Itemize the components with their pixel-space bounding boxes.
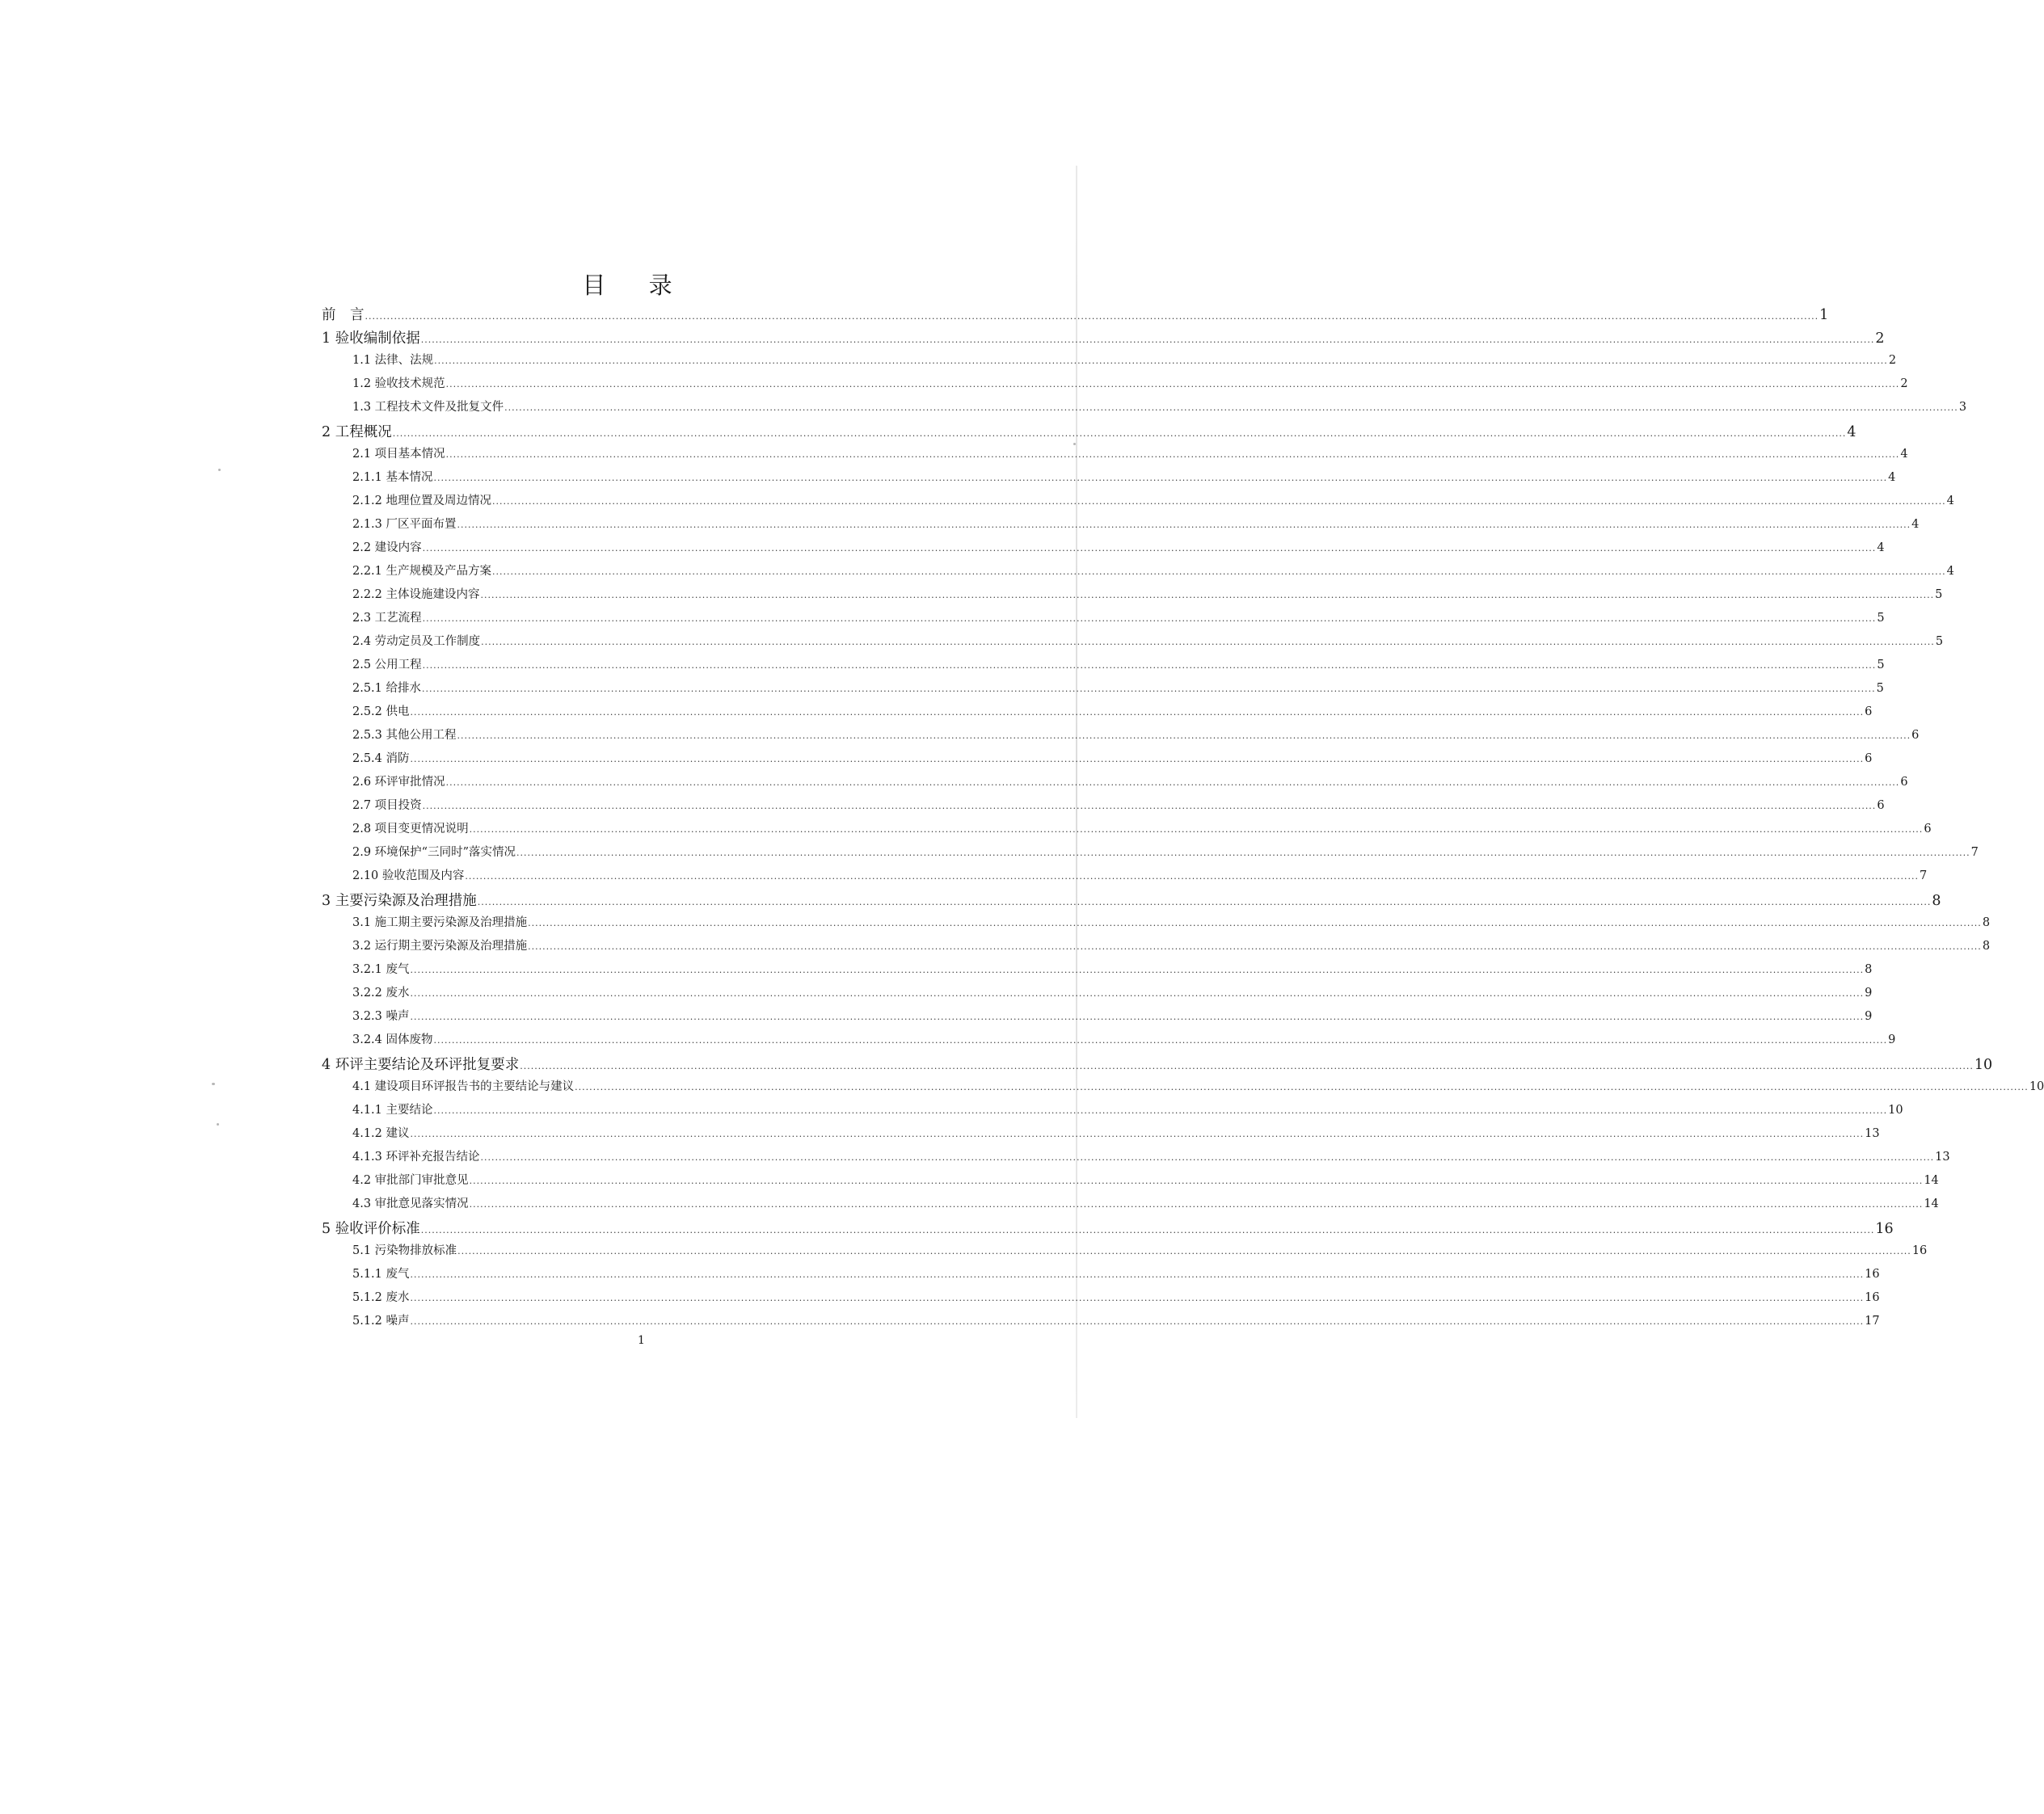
toc-entry-label: 2.8 项目变更情况说明 [352, 823, 469, 835]
toc-dot-leader: ................................................................................................................................................................................................................................................................................................................................................................................................................ [410, 1316, 1865, 1327]
toc-dot-leader: ................................................................................................................................................................................................................................................................................................................................................................................................................ [469, 824, 1924, 835]
toc-entry[interactable] [316, 1265, 1880, 1288]
toc-entry-label: 2.7 项目投资 [352, 799, 422, 812]
toc-entry[interactable] [316, 1030, 1896, 1054]
toc-entry-page: 2 [1875, 330, 1885, 347]
toc-entry[interactable] [316, 374, 1908, 398]
toc-entry-label: 5.1.1 废气 [352, 1268, 410, 1281]
toc-dot-leader: ................................................................................................................................................................................................................................................................................................................................................................................................................ [445, 777, 1900, 788]
toc-entry[interactable] [316, 1007, 1873, 1030]
toc-entry-page: 5 [1877, 659, 1885, 671]
toc-dot-leader: ................................................................................................................................................................................................................................................................................................................................................................................................................ [469, 1199, 1924, 1210]
toc-entry-label: 3.2 运行期主要污染源及治理措施 [352, 940, 528, 953]
toc-entry-label: 4.1 建设项目环评报告书的主要结论与建议 [352, 1080, 575, 1093]
toc-entry[interactable] [316, 890, 1941, 913]
toc-dot-leader: ................................................................................................................................................................................................................................................................................................................................................................................................................ [528, 918, 1982, 928]
toc-entry-page: 13 [1865, 1127, 1880, 1140]
toc-dot-leader: ................................................................................................................................................................................................................................................................................................................................................................................................................ [469, 1176, 1924, 1186]
toc-dot-leader: ................................................................................................................................................................................................................................................................................................................................................................................................................ [365, 311, 1819, 322]
toc-entry-page: 6 [1865, 752, 1873, 765]
toc-entry-label: 4.3 审批意见落实情况 [352, 1197, 469, 1210]
toc-entry-label: 3.2.2 废水 [352, 987, 410, 1000]
toc-entry-page: 6 [1865, 705, 1873, 718]
toc-entry-label: 2 工程概况 [322, 424, 392, 440]
toc-entry-page: 8 [1865, 963, 1873, 976]
toc-entry-label: 1 验收编制依据 [322, 330, 420, 347]
toc-entry[interactable] [316, 538, 1885, 562]
toc-entry[interactable] [316, 679, 1884, 702]
toc-dot-leader: ................................................................................................................................................................................................................................................................................................................................................................................................................ [520, 1061, 1974, 1071]
toc-entry-page: 8 [1982, 940, 1991, 953]
toc-entry-page: 5 [1935, 588, 1943, 601]
toc-dot-leader: ................................................................................................................................................................................................................................................................................................................................................................................................................ [504, 402, 1958, 413]
toc-dot-leader: ................................................................................................................................................................................................................................................................................................................................................................................................................ [410, 754, 1865, 764]
table-of-contents [316, 267, 2044, 1335]
toc-entry-label: 3.2.4 固体废物 [352, 1033, 433, 1046]
toc-dot-leader: ................................................................................................................................................................................................................................................................................................................................................................................................................ [422, 660, 1877, 671]
toc-entry[interactable] [316, 444, 1908, 468]
toc-entry-label: 2.5.2 供电 [352, 705, 410, 718]
toc-entry-label: 5.1 污染物排放标准 [352, 1244, 457, 1257]
toc-entry[interactable] [316, 960, 1873, 983]
toc-dot-leader: ................................................................................................................................................................................................................................................................................................................................................................................................................ [410, 1129, 1865, 1139]
toc-entry-label: 2.1.3 厂区平面布置 [352, 518, 457, 531]
toc-entry-page: 9 [1888, 1033, 1896, 1046]
toc-entry-label: 2.2.1 生产规模及产品方案 [352, 565, 492, 578]
toc-dot-leader: ................................................................................................................................................................................................................................................................................................................................................................................................................ [516, 848, 1970, 858]
toc-entry[interactable] [316, 608, 1885, 632]
toc-entry-page: 16 [1875, 1221, 1894, 1237]
toc-entry-label: 5 验收评价标准 [322, 1221, 420, 1237]
toc-entry-label: 2.9 环境保护“三同时”落实情况 [352, 846, 516, 859]
toc-entry[interactable] [316, 562, 1954, 585]
toc-entry-page: 2 [1888, 354, 1897, 367]
toc-entry-page: 8 [1982, 916, 1991, 929]
toc-dot-leader: ................................................................................................................................................................................................................................................................................................................................................................................................................ [457, 730, 1911, 741]
toc-entry-page: 4 [1888, 471, 1896, 484]
toc-entry-label: 1.1 法律、法规 [352, 354, 434, 367]
toc-entry-label: 2.2.2 主体设施建设内容 [352, 588, 480, 601]
toc-entry-page: 16 [1865, 1268, 1880, 1281]
toc-entry-label: 4 环评主要结论及环评批复要求 [322, 1057, 520, 1073]
toc-dot-leader: ................................................................................................................................................................................................................................................................................................................................................................................................................ [420, 335, 1875, 345]
toc-entry[interactable] [316, 749, 1873, 772]
toc-dot-leader: ................................................................................................................................................................................................................................................................................................................................................................................................................ [434, 356, 1888, 366]
toc-entry[interactable] [316, 1218, 1894, 1241]
toc-entry-list [316, 304, 2044, 1335]
toc-entry-label: 2.1.1 基本情况 [352, 471, 433, 484]
toc-entry[interactable] [316, 421, 1856, 444]
toc-entry-page: 9 [1865, 1010, 1873, 1023]
toc-entry-page: 4 [1877, 541, 1885, 554]
toc-entry-page: 10 [1888, 1104, 1903, 1117]
toc-entry[interactable] [316, 1288, 1880, 1311]
toc-entry-page: 6 [1924, 823, 1932, 835]
toc-dot-leader: ................................................................................................................................................................................................................................................................................................................................................................................................................ [433, 1105, 1888, 1116]
toc-entry-page: 8 [1932, 893, 1941, 909]
toc-entry-label: 2.10 验收范围及内容 [352, 869, 465, 882]
toc-entry[interactable] [316, 1101, 1903, 1124]
toc-entry-label: 1.3 工程技术文件及批复文件 [352, 401, 504, 414]
toc-entry-label: 2.6 环评审批情况 [352, 776, 445, 789]
toc-entry[interactable] [316, 1124, 1880, 1147]
toc-entry-page: 4 [1911, 518, 1920, 531]
toc-entry-page: 1 [1819, 307, 1829, 323]
toc-entry-page: 5 [1876, 682, 1884, 695]
toc-dot-leader: ................................................................................................................................................................................................................................................................................................................................................................................................................ [492, 566, 1946, 577]
toc-entry[interactable] [316, 468, 1896, 491]
toc-entry-label: 3.2.1 废气 [352, 963, 410, 976]
toc-entry-label: 2.3 工艺流程 [352, 612, 422, 625]
toc-dot-leader: ................................................................................................................................................................................................................................................................................................................................................................................................................ [480, 1152, 1935, 1163]
toc-dot-leader: ................................................................................................................................................................................................................................................................................................................................................................................................................ [445, 379, 1900, 389]
toc-entry-page: 4 [1946, 565, 1954, 578]
toc-entry[interactable] [316, 983, 1873, 1007]
toc-entry-page: 14 [1924, 1174, 1939, 1187]
toc-dot-leader: ................................................................................................................................................................................................................................................................................................................................................................................................................ [433, 1035, 1888, 1046]
toc-entry[interactable] [316, 726, 1920, 749]
toc-entry-page: 4 [1900, 448, 1908, 461]
toc-dot-leader: ................................................................................................................................................................................................................................................................................................................................................................................................................ [492, 496, 1946, 507]
toc-dot-leader: ................................................................................................................................................................................................................................................................................................................................................................................................................ [445, 449, 1900, 460]
toc-entry-page: 17 [1865, 1315, 1880, 1328]
toc-entry[interactable] [316, 1171, 1939, 1194]
toc-dot-leader: ................................................................................................................................................................................................................................................................................................................................................................................................................ [481, 637, 1935, 647]
toc-entry[interactable] [316, 913, 1991, 936]
scan-speck [1073, 443, 1076, 445]
toc-entry[interactable] [316, 327, 1885, 351]
toc-entry-label: 2.5.3 其他公用工程 [352, 729, 457, 742]
toc-entry-label: 前 言 [322, 307, 365, 323]
toc-dot-leader: ................................................................................................................................................................................................................................................................................................................................................................................................................ [410, 1012, 1865, 1022]
toc-entry-label: 2.1.2 地理位置及周边情况 [352, 495, 492, 507]
toc-entry[interactable] [316, 585, 1943, 608]
toc-entry-page: 14 [1924, 1197, 1939, 1210]
toc-entry[interactable] [316, 632, 1944, 655]
toc-entry[interactable] [316, 1054, 1993, 1077]
toc-entry-label: 4.1.1 主要结论 [352, 1104, 433, 1117]
toc-entry-page: 2 [1900, 377, 1908, 390]
toc-entry-label: 5.1.2 噪声 [352, 1315, 410, 1328]
toc-entry-label: 1.2 验收技术规范 [352, 377, 445, 390]
toc-entry-page: 10 [1974, 1057, 1993, 1073]
toc-entry-page: 6 [1900, 776, 1908, 789]
toc-dot-leader: ................................................................................................................................................................................................................................................................................................................................................................................................................ [422, 613, 1877, 624]
toc-entry-label: 4.1.3 环评补充报告结论 [352, 1151, 480, 1164]
toc-entry[interactable] [316, 515, 1920, 538]
toc-entry[interactable] [316, 1147, 1950, 1171]
toc-entry[interactable] [316, 936, 1991, 960]
toc-entry-page: 7 [1970, 846, 1979, 859]
toc-title: 目 录 [582, 271, 690, 299]
toc-entry-page: 3 [1958, 401, 1967, 414]
toc-entry-page: 7 [1920, 869, 1928, 882]
toc-entry-label: 2.2 建设内容 [352, 541, 422, 554]
toc-entry-label: 4.2 审批部门审批意见 [352, 1174, 469, 1187]
toc-dot-leader: ................................................................................................................................................................................................................................................................................................................................................................................................................ [422, 801, 1877, 811]
toc-entry-page: 10 [2029, 1080, 2044, 1093]
toc-entry-page: 5 [1935, 635, 1944, 648]
toc-entry[interactable] [316, 843, 1979, 866]
toc-dot-leader: ................................................................................................................................................................................................................................................................................................................................................................................................................ [477, 897, 1932, 907]
toc-entry[interactable] [316, 866, 1928, 890]
toc-entry[interactable] [316, 772, 1908, 796]
toc-dot-leader: ................................................................................................................................................................................................................................................................................................................................................................................................................ [420, 1225, 1875, 1235]
toc-dot-leader: ................................................................................................................................................................................................................................................................................................................................................................................................................ [480, 590, 1935, 600]
toc-entry-label: 5.1.2 废水 [352, 1291, 410, 1304]
toc-dot-leader: ................................................................................................................................................................................................................................................................................................................................................................................................................ [410, 1293, 1865, 1303]
toc-entry[interactable] [316, 304, 1829, 327]
toc-entry-page: 5 [1877, 612, 1885, 625]
toc-entry[interactable] [316, 1077, 2044, 1101]
toc-dot-leader: ................................................................................................................................................................................................................................................................................................................................................................................................................ [528, 941, 1982, 952]
toc-dot-leader: ................................................................................................................................................................................................................................................................................................................................................................................................................ [433, 473, 1888, 483]
toc-dot-leader: ................................................................................................................................................................................................................................................................................................................................................................................................................ [410, 707, 1865, 718]
toc-entry-label: 2.4 劳动定员及工作制度 [352, 635, 481, 648]
toc-entry-page: 13 [1935, 1151, 1950, 1164]
toc-dot-leader: ................................................................................................................................................................................................................................................................................................................................................................................................................ [457, 520, 1911, 530]
toc-dot-leader: ................................................................................................................................................................................................................................................................................................................................................................................................................ [422, 543, 1877, 553]
toc-entry-page: 6 [1877, 799, 1885, 812]
toc-dot-leader: ................................................................................................................................................................................................................................................................................................................................................................................................................ [465, 871, 1920, 882]
toc-entry-page: 16 [1911, 1244, 1928, 1257]
toc-entry-label: 3.1 施工期主要污染源及治理措施 [352, 916, 528, 929]
toc-entry-label: 2.1 项目基本情况 [352, 448, 445, 461]
toc-entry-page: 4 [1946, 495, 1954, 507]
toc-entry-page: 4 [1847, 424, 1856, 440]
toc-entry-label: 4.1.2 建议 [352, 1127, 410, 1140]
toc-entry[interactable] [316, 796, 1885, 819]
toc-entry[interactable] [316, 702, 1873, 726]
scan-speck [218, 469, 221, 471]
toc-entry[interactable] [316, 1241, 1928, 1265]
toc-entry-label: 2.5 公用工程 [352, 659, 422, 671]
toc-entry-page: 9 [1865, 987, 1873, 1000]
toc-entry-label: 3.2.3 噪声 [352, 1010, 410, 1023]
toc-entry[interactable] [316, 1311, 1880, 1335]
toc-entry[interactable] [316, 351, 1897, 374]
toc-entry[interactable] [316, 819, 1932, 843]
toc-entry-label: 2.5.1 给排水 [352, 682, 422, 695]
page-number: 1 [638, 1334, 645, 1347]
toc-entry[interactable] [316, 655, 1885, 679]
toc-entry[interactable] [316, 491, 1954, 515]
toc-dot-leader: ................................................................................................................................................................................................................................................................................................................................................................................................................ [422, 684, 1876, 694]
toc-entry[interactable] [316, 398, 1967, 421]
scan-speck [212, 1083, 215, 1085]
toc-dot-leader: ................................................................................................................................................................................................................................................................................................................................................................................................................ [575, 1082, 2029, 1092]
toc-dot-leader: ................................................................................................................................................................................................................................................................................................................................................................................................................ [457, 1246, 1911, 1256]
toc-dot-leader: ................................................................................................................................................................................................................................................................................................................................................................................................................ [410, 965, 1865, 975]
scan-speck [217, 1123, 219, 1126]
toc-dot-leader: ................................................................................................................................................................................................................................................................................................................................................................................................................ [410, 1269, 1865, 1280]
toc-entry[interactable] [316, 1194, 1939, 1218]
toc-entry-page: 16 [1865, 1291, 1880, 1304]
toc-dot-leader: ................................................................................................................................................................................................................................................................................................................................................................................................................ [392, 428, 1847, 439]
toc-dot-leader: ................................................................................................................................................................................................................................................................................................................................................................................................................ [410, 988, 1865, 999]
toc-entry-label: 3 主要污染源及治理措施 [322, 893, 477, 909]
toc-entry-page: 6 [1911, 729, 1920, 742]
toc-entry-label: 2.5.4 消防 [352, 752, 410, 765]
